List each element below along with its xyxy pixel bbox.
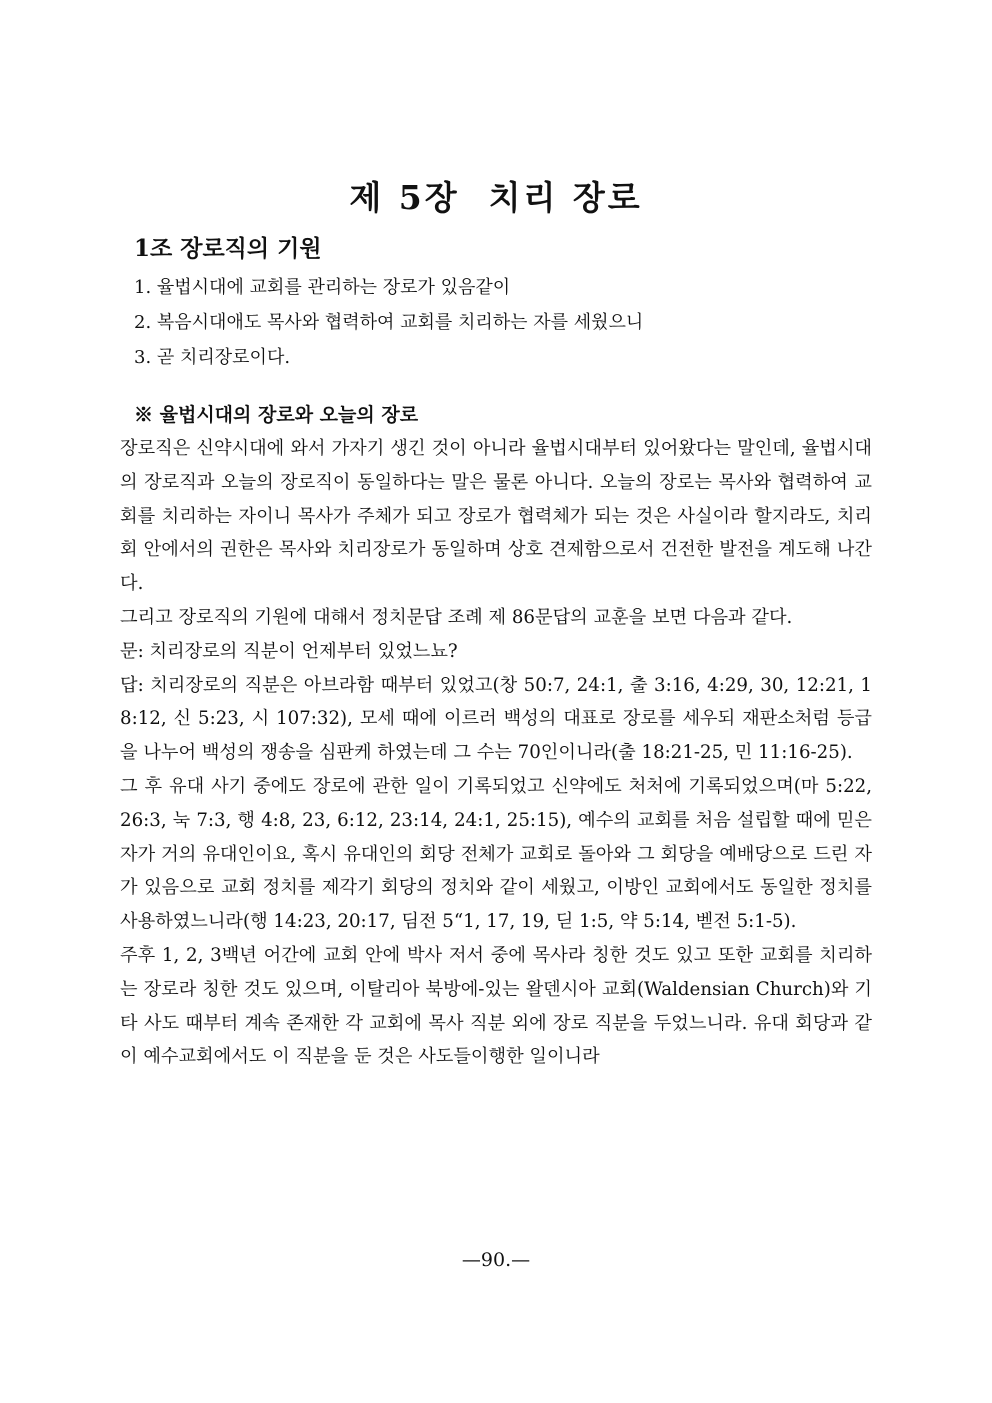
commentary-heading: ※ 율법시대의 장로와 오늘의 장로: [134, 404, 419, 426]
article-heading: 1조 장로직의 기원: [134, 235, 322, 262]
body-paragraph: 그리고 장로직의 기원에 대해서 정치문답 조례 제 86문답의 교훈을 보면 다음과 같다.: [120, 606, 793, 628]
body-paragraph: 그 후 유대 사기 중에도 장로에 관한 일이 기록되었고 신약에도 처처에 기록되었으며(마 5:22, 26:3, 눅 7:3, 행 4:8, 23, 6:12, 23:14, 24:1, 25:15), 예수의 교회를 처음 설립할 때에 믿은 자가 거의 유대인이요, 혹시 유대인의 회당 전체가 교회로 돌아와 그 회당을 예배당으로 드린 자가 있음으로 교회 정치를 제각기 회당의 정치와 같이 세웠고, 이방인 교회에서도 동일한 정치를 사용하였느니라(행 14:23, 20:17, 딤전 5“1, 17, 19, 딛 1:5, 약 5:14, 벧전 5:1-5).: [120, 775, 872, 933]
article-section: [134, 234, 874, 375]
list-item: 3. 곧 치리장로이다.: [134, 347, 291, 368]
article-list: [134, 270, 874, 375]
page-number: —90.—: [461, 1249, 531, 1271]
document-page: [120, 0, 872, 1403]
list-item: 2. 복음시대애도 목사와 협력하여 교회를 치리하는 자를 세웠으니: [134, 312, 644, 333]
answer-paragraph: 답: 치리장로의 직분은 아브라함 때부터 있었고(창 50:7, 24:1, 출 3:16, 4:29, 30, 12:21, 18:12, 신 5:23, 시 107:32), 모세 때에 이르러 백성의 대표로 장로를 세우되 재판소처럼 등급을 나누어 백성의 쟁송을 심판케 하였는데 그 수는 70인이니라(출 18:21-25, 민 11:16-25).: [120, 674, 872, 764]
body-paragraph: 주후 1, 2, 3백년 어간에 교회 안에 박사 저서 중에 목사라 칭한 것도 있고 또한 교회를 치리하는 장로라 칭한 것도 있으며, 이탈리아 북방에-있는 왈덴시아 교회(Waldensian Church)와 기타 사도 때부터 계속 존재한 각 교회에 목사 직분 외에 장로 직분을 두었느니라. 유대 회당과 같이 예수교회에서도 이 직분을 둔 것은 사도들이행한 일이니라: [120, 944, 872, 1068]
chapter-title: 제 5장 치리 장로: [349, 178, 643, 218]
question-line: 문: 치리장로의 직분이 언제부터 있었느뇨?: [120, 640, 458, 662]
body-paragraph: 장로직은 신약시대에 와서 가자기 생긴 것이 아니라 율법시대부터 있어왔다는 말인데, 율법시대의 장로직과 오늘의 장로직이 동일하다는 말은 물론 아니다. 오늘의 장로는 목사와 협력하여 교회를 치리하는 자이니 목사가 주체가 되고 장로가 협력체가 되는 것은 사실이라 할지라도, 치리회 안에서의 권한은 목사와 치리장로가 동일하며 상호 견제함으로서 건전한 발전을 계도해 나간다.: [120, 438, 872, 595]
commentary-section: [120, 399, 872, 1074]
list-item: 1. 율법시대에 교회를 관리하는 장로가 있음같이: [134, 277, 511, 298]
